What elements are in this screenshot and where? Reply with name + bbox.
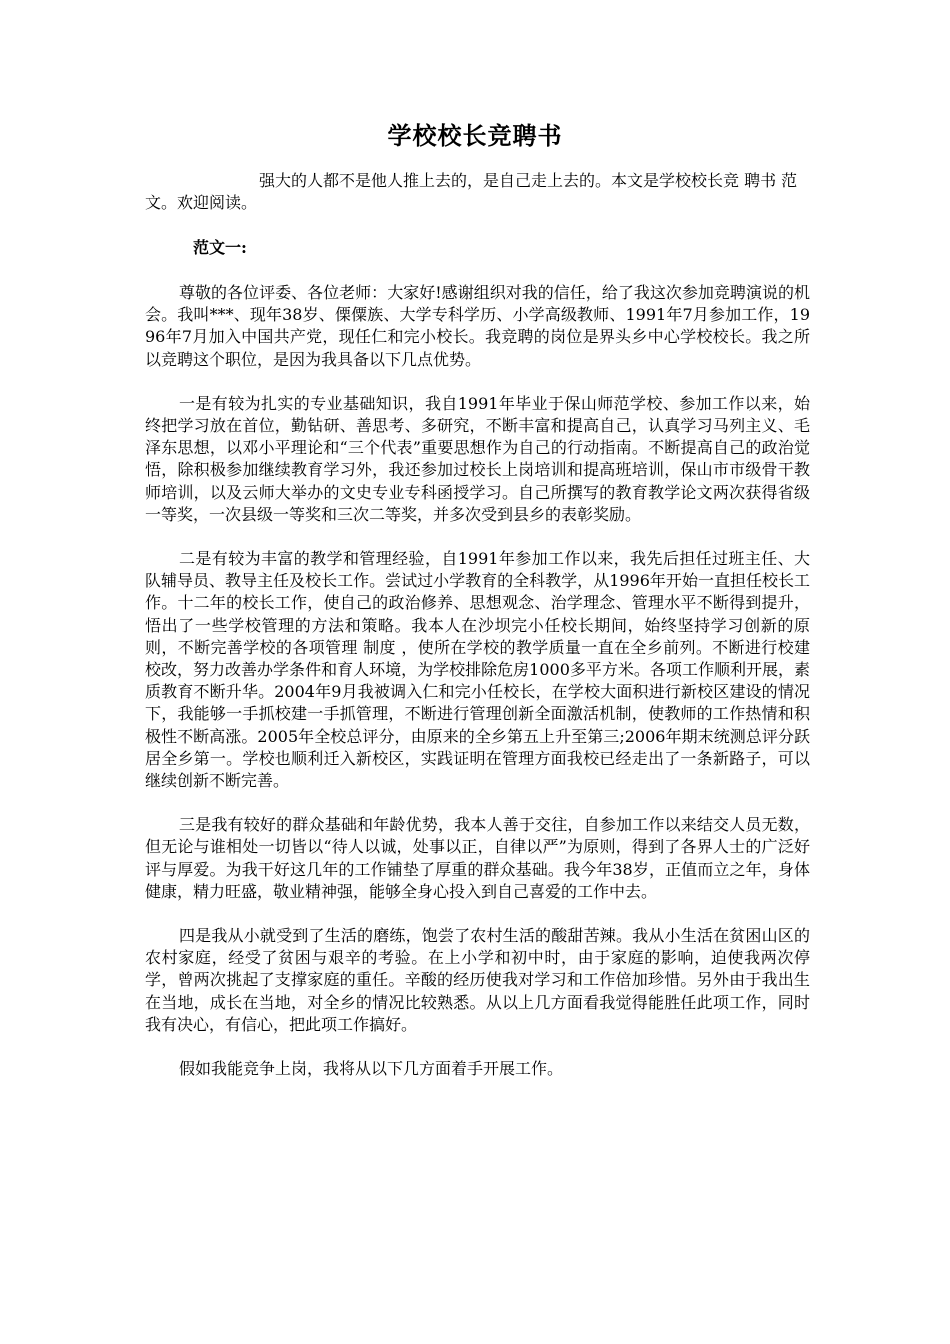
body-paragraph: 二是有较为丰富的教学和管理经验，自1991年参加工作以来，我先后担任过班主任、大队辅导员、教导主任及校长工作。尝试过小学教育的全科教学，从1996年开始一直担任校长工作。十二年的校长工作，使自己的政治修养、思想观念、治学理念、管理水平不断得到提升，悟出了一些学校管理的方法和策略。我本人在沙坝完小任校长期间，始终坚持学习创新的原则，不断完善学校的各项管理 制度 ，使所在学校的教学质量一直在全乡前列。不断进行校建校改，努力改善办学条件和育人环境，为学校排除危房1000多平方米。各项工作顺利开展，素质教育不断升华。2004年9月我被调入仁和完小任校长，在学校大面积进行新校区建设的情况下，我能够一手抓校建一手抓管理，不断进行管理创新全面激活机制，使教师的工作热情和积极性不断高涨。2005年全校总评分，由原来的全乡第五上升至第三;2006年期末统测总评分跃居全乡第一。学校也顺利迁入新校区，实践证明在管理方面我校已经走出了一条新路子，可以继续创新不断完善。 xyxy=(145,549,810,791)
document-title: 学校校长竞聘书 xyxy=(387,121,563,150)
body-paragraph: 三是我有较好的群众基础和年龄优势，我本人善于交往，自参加工作以来结交人员无数，但无论与谁相处一切皆以“待人以诚，处事以正，自律以严”为原则，得到了各界人士的广泛好评与厚爱。为我干好这几年的工作铺垫了厚重的群众基础。我今年38岁，正值而立之年，身体健康，精力旺盛，敬业精神强，能够全身心投入到自己喜爱的工作中去。 xyxy=(145,815,810,901)
body-paragraph: 四是我从小就受到了生活的磨练，饱尝了农村生活的酸甜苦辣。我从小生活在贫困山区的农村家庭，经受了贫困与艰辛的考验。在上小学和初中时，由于家庭的影响，迫使我两次停学，曾两次挑起了支撑家庭的重任。辛酸的经历使我对学习和工作倍加珍惜。另外由于我出生在当地，成长在当地，对全乡的情况比较熟悉。从以上几方面看我觉得能胜任此项工作，同时我有决心，有信心，把此项工作搞好。 xyxy=(145,926,810,1034)
section-heading: 范文一: xyxy=(193,238,247,257)
body-paragraph: 一是有较为扎实的专业基础知识，我自1991年毕业于保山师范学校、参加工作以来，始终把学习放在首位，勤钻研、善思考、多研究，不断丰富和提高自己，认真学习马列主义、毛泽东思想，以邓小平理论和“三个代表”重要思想作为自己的行动指南。不断提高自己的政治觉悟，除积极参加继续教育学习外，我还参加过校长上岗培训和提高班培训，保山市市级骨干教师培训，以及云师大举办的文史专业专科函授学习。自己所撰写的教育教学论文两次获得省级一等奖，一次县级一等奖和三次二等奖，并多次受到县乡的表彰奖励。 xyxy=(145,393,810,524)
document-body xyxy=(145,282,810,1102)
body-paragraph: 假如我能竞争上岗，我将从以下几方面着手开展工作。 xyxy=(179,1059,564,1079)
body-paragraph: 尊敬的各位评委、各位老师：大家好!感谢组织对我的信任，给了我这次参加竞聘演说的机会。我叫***、现年38岁、傈僳族、大学专科学历、小学高级教师、1991年7月参加工作，1996年7月加入中国共产党，现任仁和完小校长。我竞聘的岗位是界头乡中心学校校长。我之所以竞聘这个职位，是因为我具备以下几点优势。 xyxy=(145,283,810,369)
intro-paragraph: 强大的人都不是他人推上去的，是自己走上去的。本文是学校校长竞 聘书 范文。欢迎阅读。 xyxy=(145,171,798,212)
